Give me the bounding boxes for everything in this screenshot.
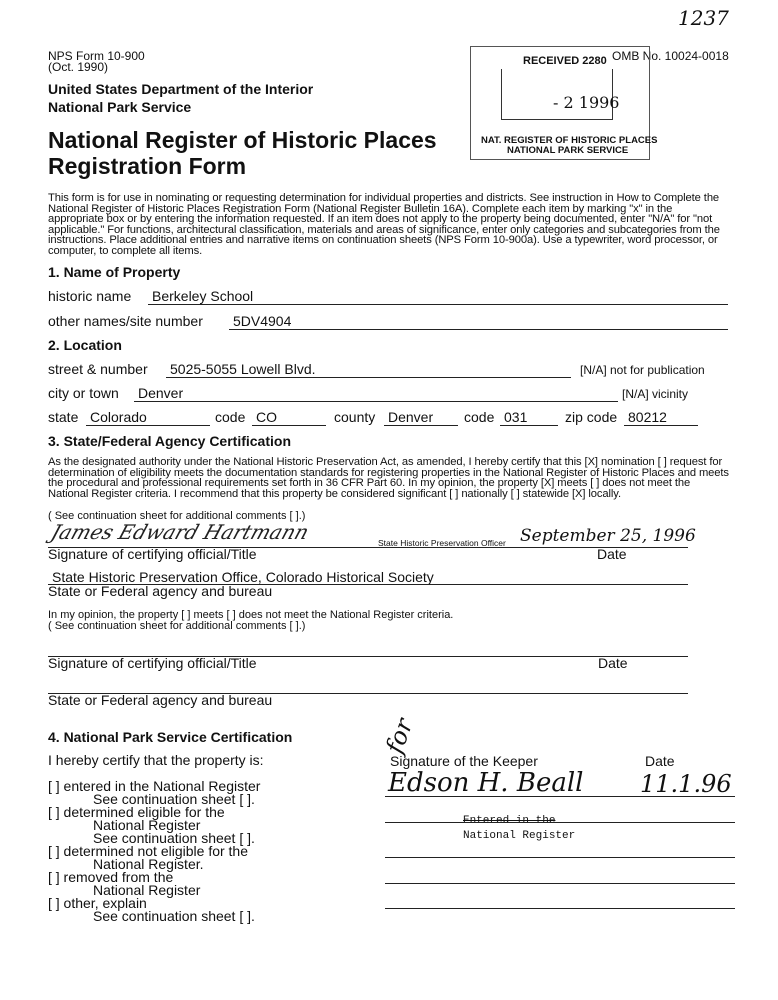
opinion-text: In my opinion, the property [ ] meets [ ] does not meet the National Register criteria. <box>48 609 454 621</box>
certification-paragraph: As the designated authority under the National Historic Preservation Act, as amended, I hereby certify that this [X] nomination [ ] request for determination of eligibility meets the documentation standards for registering properties in the National Register of Historic Places and meets the procedural and professional requirements set forth in 36 CFR Part 60. In my opinion, the property [X] meets [ ] does not meet the National Register criteria. I recommend that this property be considered significant [ ] nationally [ ] statewide [X] locally. <box>48 456 729 500</box>
stamp-line-2: NATIONAL PARK SERVICE <box>507 145 629 156</box>
zip-label: zip code <box>565 409 618 425</box>
section-1-heading: 1. Name of Property <box>48 264 181 280</box>
option-other[interactable]: [ ] other, explain <box>48 895 147 911</box>
other-names-label: other names/site number <box>48 313 203 329</box>
state-code-label: code <box>215 409 246 425</box>
received-stamp <box>470 46 658 160</box>
option-eligible[interactable]: [ ] determined eligible for the <box>48 804 225 820</box>
signer-title: State Historic Preservation Officer <box>378 538 506 548</box>
option-entered[interactable]: [ ] entered in the National Register <box>48 778 261 794</box>
form-date: (Oct. 1990) <box>48 60 109 74</box>
agency-label-2: State or Federal agency and bureau <box>48 692 273 708</box>
county-code-field[interactable]: 031 <box>500 409 558 426</box>
state-field[interactable]: Colorado <box>86 409 210 426</box>
option-removed[interactable]: [ ] removed from the <box>48 869 174 885</box>
zip-field[interactable]: 80212 <box>624 409 698 426</box>
city-label: city or town <box>48 385 119 401</box>
corner-handwritten-number: 1237 <box>678 6 729 30</box>
form-title: National Register of Historic Places <box>48 127 437 153</box>
signature-label-1: Signature of certifying official/Title <box>48 546 257 562</box>
agency-value: State Historic Preservation Office, Colorado Historical Society <box>52 569 434 585</box>
section-4-intro: I hereby certify that the property is: <box>48 752 264 768</box>
agency-label-1: State or Federal agency and bureau <box>48 583 273 599</box>
keeper-line-5 <box>385 908 735 909</box>
street-label: street & number <box>48 361 148 377</box>
county-code-label: code <box>464 409 495 425</box>
vicinity-note: [N/A] vicinity <box>622 387 689 401</box>
date-label-2: Date <box>598 655 628 671</box>
keeper-line-4 <box>385 883 735 884</box>
keeper-line-3 <box>385 857 735 858</box>
agency-service: National Park Service <box>48 99 192 115</box>
keeper-line-1 <box>385 796 735 797</box>
option-entered-cont: See continuation sheet [ ]. <box>93 791 255 807</box>
option-not-eligible[interactable]: [ ] determined not eligible for the <box>48 843 249 859</box>
omb-number: OMB No. 10024-0018 <box>612 49 729 63</box>
entered-stamp-2: National Register <box>463 830 576 842</box>
stamp-received: RECEIVED 2280 <box>523 55 607 67</box>
shpo-date: September 25, 1996 <box>520 526 696 546</box>
not-for-publication: [N/A] not for publication <box>580 363 705 377</box>
section-2-heading: 2. Location <box>48 337 122 353</box>
continuation-note-2: ( See continuation sheet for additional comments [ ].) <box>48 620 306 632</box>
keeper-date: 11.1.96 <box>640 770 732 798</box>
stamp-date: - 2 1996 <box>553 93 620 112</box>
state-code-field[interactable]: CO <box>252 409 326 426</box>
keeper-line-2 <box>385 822 735 823</box>
option-other-cont: See continuation sheet [ ]. <box>93 908 255 924</box>
street-field[interactable]: 5025-5055 Lowell Blvd. <box>166 361 571 378</box>
agency-department: United States Department of the Interior <box>48 81 314 97</box>
other-names-field[interactable]: 5DV4904 <box>229 313 728 330</box>
entered-stamp-1: Entered in the <box>463 815 556 827</box>
option-removed-register: National Register <box>93 882 201 898</box>
instructions-paragraph: This form is for use in nominating or requesting determination for individual properties and districts. See instruction in How to Complete the National Register of Historic Places Registration Form (National Register Bulletin 16A). Complete each item by marking "x" in the appropriate box or by entering the information requested. If an item does not apply to the property being documented, enter "N/A" for "not applicable." For functions, architectural classification, materials and areas of significance, enter only categories and subcategories from the instructions. Place additional entries and narrative items on continuation sheets (NPS Form 10-900a). Use a typewriter, word processor, or computer, to complete all items. <box>48 192 720 257</box>
state-label: state <box>48 409 79 425</box>
signature-label-2: Signature of certifying official/Title <box>48 655 257 671</box>
date-label-1: Date <box>597 546 627 562</box>
keeper-label: Signature of the Keeper <box>390 753 538 769</box>
stamp-line-1: NAT. REGISTER OF HISTORIC PLACES <box>481 135 658 146</box>
county-field[interactable]: Denver <box>384 409 458 426</box>
historic-name-field[interactable]: Berkeley School <box>148 288 728 305</box>
section-3-heading: 3. State/Federal Agency Certification <box>48 433 291 449</box>
county-label: county <box>334 409 376 425</box>
form-subtitle: Registration Form <box>48 153 247 179</box>
form-number: NPS Form 10-900 <box>48 49 145 63</box>
option-eligible-cont: See continuation sheet [ ]. <box>93 830 255 846</box>
option-not-eligible-register: National Register. <box>93 856 204 872</box>
keeper-signature: Edson H. Beall <box>388 768 584 798</box>
section-4-heading: 4. National Park Service Certification <box>48 729 293 745</box>
continuation-note-1: ( See continuation sheet for additional comments [ ].) <box>48 510 306 522</box>
city-field[interactable]: Denver <box>134 385 618 402</box>
option-eligible-register: National Register <box>93 817 201 833</box>
historic-name-label: historic name <box>48 288 132 304</box>
shpo-signature: James Edward Hartmann <box>48 520 313 544</box>
keeper-date-label: Date <box>645 753 675 769</box>
keeper-for: for <box>380 714 419 758</box>
